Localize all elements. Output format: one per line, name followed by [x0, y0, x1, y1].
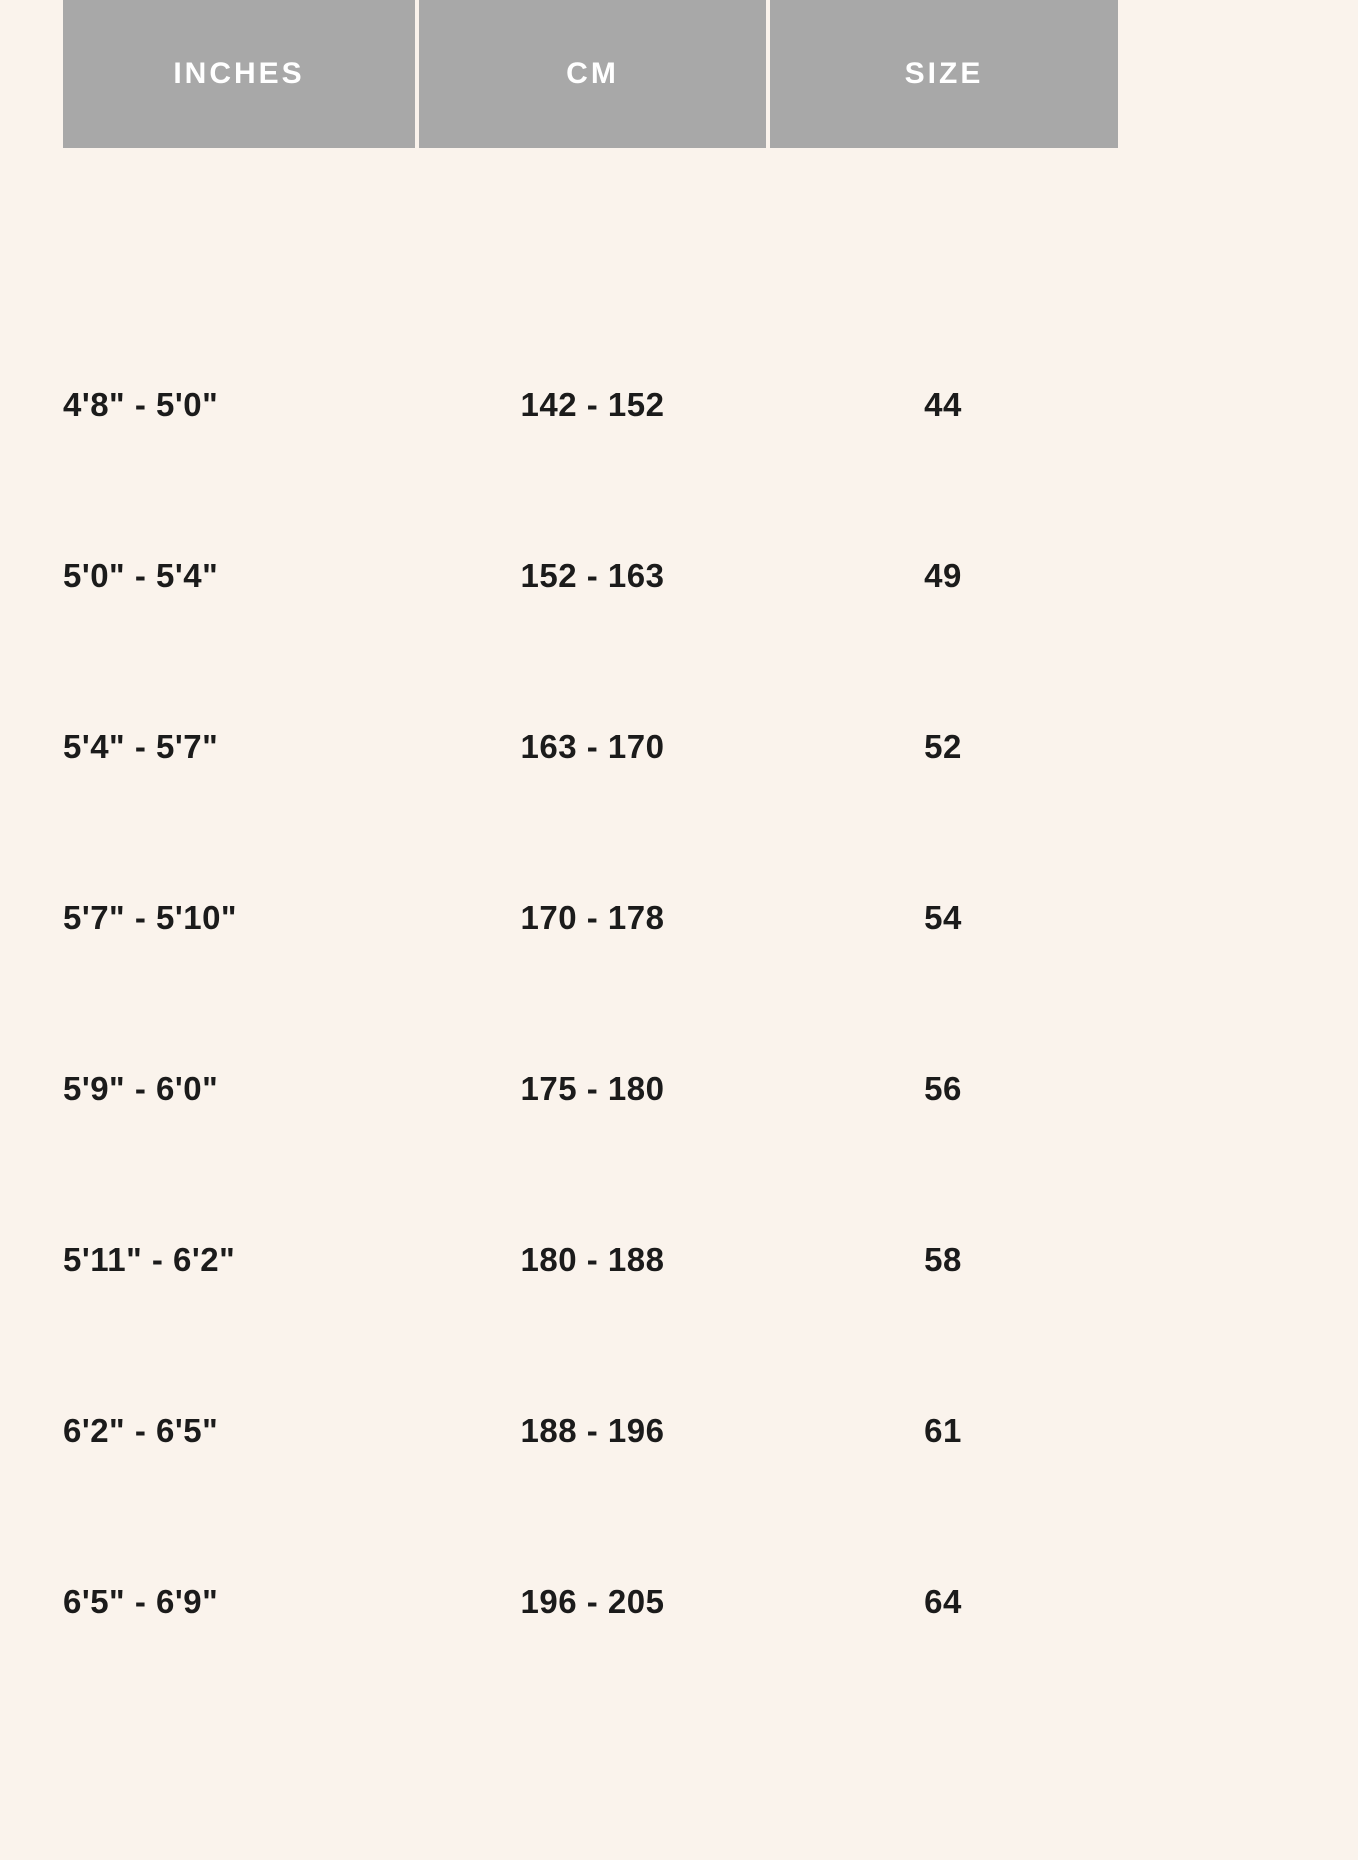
table-spacer-cell: [63, 148, 417, 319]
cell-cm: 196 - 205: [417, 1516, 768, 1687]
cell-inches: 5'9" - 6'0": [63, 1003, 417, 1174]
table-header: [63, 0, 1118, 148]
table-row: [63, 319, 1118, 490]
cell-cm: 170 - 178: [417, 832, 768, 1003]
table-row: [63, 1345, 1118, 1516]
table-row: [63, 1516, 1118, 1687]
cell-size: 52: [768, 661, 1118, 832]
cell-size: 58: [768, 1174, 1118, 1345]
cell-inches: 4'8" - 5'0": [63, 319, 417, 490]
table-row: [63, 832, 1118, 1003]
table-spacer-cell: [768, 148, 1118, 319]
cell-size: 64: [768, 1516, 1118, 1687]
table-spacer-row: [63, 148, 1118, 319]
column-header-cm: CM: [417, 0, 768, 148]
cell-cm: 180 - 188: [417, 1174, 768, 1345]
cell-cm: 163 - 170: [417, 661, 768, 832]
cell-size: 44: [768, 319, 1118, 490]
column-header-size: SIZE: [768, 0, 1118, 148]
cell-cm: 175 - 180: [417, 1003, 768, 1174]
cell-cm: 142 - 152: [417, 319, 768, 490]
table-spacer-cell: [417, 148, 768, 319]
table-header-row: [63, 0, 1118, 148]
table-row: [63, 490, 1118, 661]
cell-size: 54: [768, 832, 1118, 1003]
cell-inches: 5'11" - 6'2": [63, 1174, 417, 1345]
cell-size: 61: [768, 1345, 1118, 1516]
cell-inches: 5'4" - 5'7": [63, 661, 417, 832]
column-header-inches: INCHES: [63, 0, 417, 148]
cell-inches: 6'5" - 6'9": [63, 1516, 417, 1687]
cell-inches: 5'7" - 5'10": [63, 832, 417, 1003]
cell-cm: 152 - 163: [417, 490, 768, 661]
table-body: [63, 148, 1118, 1687]
table-row: [63, 661, 1118, 832]
cell-inches: 6'2" - 6'5": [63, 1345, 417, 1516]
size-chart-table: [63, 0, 1118, 1687]
cell-size: 56: [768, 1003, 1118, 1174]
cell-cm: 188 - 196: [417, 1345, 768, 1516]
cell-size: 49: [768, 490, 1118, 661]
table-row: [63, 1174, 1118, 1345]
table-row: [63, 1003, 1118, 1174]
cell-inches: 5'0" - 5'4": [63, 490, 417, 661]
